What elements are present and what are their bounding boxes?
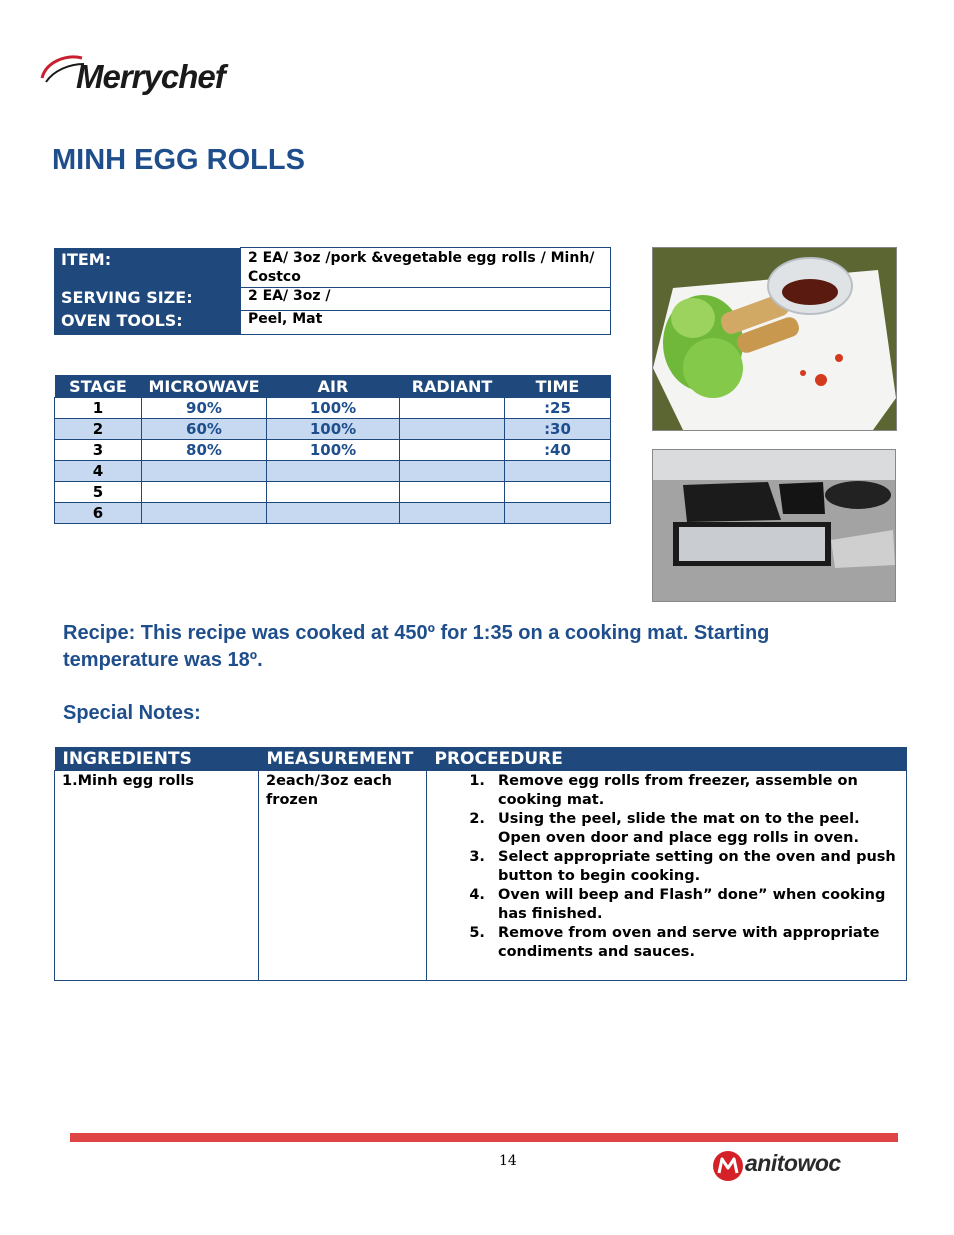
time-cell [505, 461, 611, 482]
radiant-cell [400, 461, 505, 482]
time-cell [505, 503, 611, 524]
radiant-cell [400, 503, 505, 524]
time-cell [505, 482, 611, 503]
ingredient-cell: 1.Minh egg rolls [55, 771, 259, 981]
stage-cell: 1 [55, 398, 142, 419]
stage-cell: 6 [55, 503, 142, 524]
table-row [55, 419, 611, 440]
air-cell [267, 503, 400, 524]
oven-tools-label: OVEN TOOLS: [54, 311, 241, 335]
time-cell: :40 [505, 440, 611, 461]
page-title: MINH EGG ROLLS [52, 144, 305, 176]
egg-rolls-photo [652, 247, 897, 431]
brand-name: Merrychef [76, 58, 225, 95]
stage-cell: 4 [55, 461, 142, 482]
time-cell: :25 [505, 398, 611, 419]
stage-cell: 5 [55, 482, 142, 503]
stage-header: STAGE [55, 375, 142, 398]
stage-cell: 2 [55, 419, 142, 440]
serving-size-label: SERVING SIZE: [54, 288, 241, 311]
footer-divider [70, 1133, 898, 1142]
stage-table [54, 375, 611, 524]
special-notes-heading: Special Notes: [63, 702, 201, 724]
radiant-cell [400, 419, 505, 440]
stage-cell: 3 [55, 440, 142, 461]
microwave-cell [142, 482, 267, 503]
list-item: 5. Remove from oven and serve with appropriate condiments and sauces. [490, 924, 899, 962]
oven-tools-value: Peel, Mat [241, 311, 611, 335]
manitowoc-name: anitowoc [745, 1150, 841, 1176]
procedure-list [434, 772, 899, 962]
recipe-text: Recipe: This recipe was cooked at 450º for 1:35 on a cooking mat. Starting temperature was 18º. [63, 622, 770, 671]
list-item: 2. Using the peel, slide the mat on to the peel. Open oven door and place egg rolls in oven. [490, 810, 899, 848]
table-row [55, 398, 611, 419]
list-item: 3. Select appropriate setting on the oven and push button to begin cooking. [490, 848, 899, 886]
air-cell: 100% [267, 398, 400, 419]
radiant-header: RADIANT [400, 375, 505, 398]
time-cell: :30 [505, 419, 611, 440]
merrychef-logo [40, 52, 225, 96]
air-cell [267, 482, 400, 503]
measurement-header: MEASUREMENT [259, 747, 427, 771]
table-row [55, 503, 611, 524]
list-item: 1. Remove egg rolls from freezer, assemble on cooking mat. [490, 772, 899, 810]
table-row [55, 440, 611, 461]
measurement-cell: 2each/3oz each frozen [259, 771, 427, 981]
item-label: ITEM: [54, 248, 241, 288]
air-cell: 100% [267, 419, 400, 440]
ingredients-header: INGREDIENTS [55, 747, 259, 771]
list-item: 4. Oven will beep and Flash” done” when cooking has finished. [490, 886, 899, 924]
microwave-cell: 90% [142, 398, 267, 419]
time-header: TIME [505, 375, 611, 398]
table-row [55, 482, 611, 503]
procedure-cell [427, 771, 907, 981]
manitowoc-m-icon [712, 1150, 744, 1182]
air-cell: 100% [267, 440, 400, 461]
page-number: 14 [499, 1153, 517, 1169]
radiant-cell [400, 440, 505, 461]
item-value: 2 EA/ 3oz /pork &vegetable egg rolls / Minh/ Costco [241, 248, 611, 288]
air-cell [267, 461, 400, 482]
radiant-cell [400, 482, 505, 503]
table-row [55, 771, 907, 981]
air-header: AIR [267, 375, 400, 398]
microwave-cell: 60% [142, 419, 267, 440]
oven-tools-photo [652, 449, 896, 602]
radiant-cell [400, 398, 505, 419]
microwave-cell [142, 461, 267, 482]
ingredients-table [54, 747, 907, 981]
microwave-header: MICROWAVE [142, 375, 267, 398]
info-table [54, 247, 611, 335]
table-row [55, 461, 611, 482]
microwave-cell [142, 503, 267, 524]
microwave-cell: 80% [142, 440, 267, 461]
manitowoc-logo [712, 1150, 841, 1184]
serving-size-value: 2 EA/ 3oz / [241, 288, 611, 311]
procedure-header: PROCEEDURE [427, 747, 907, 771]
